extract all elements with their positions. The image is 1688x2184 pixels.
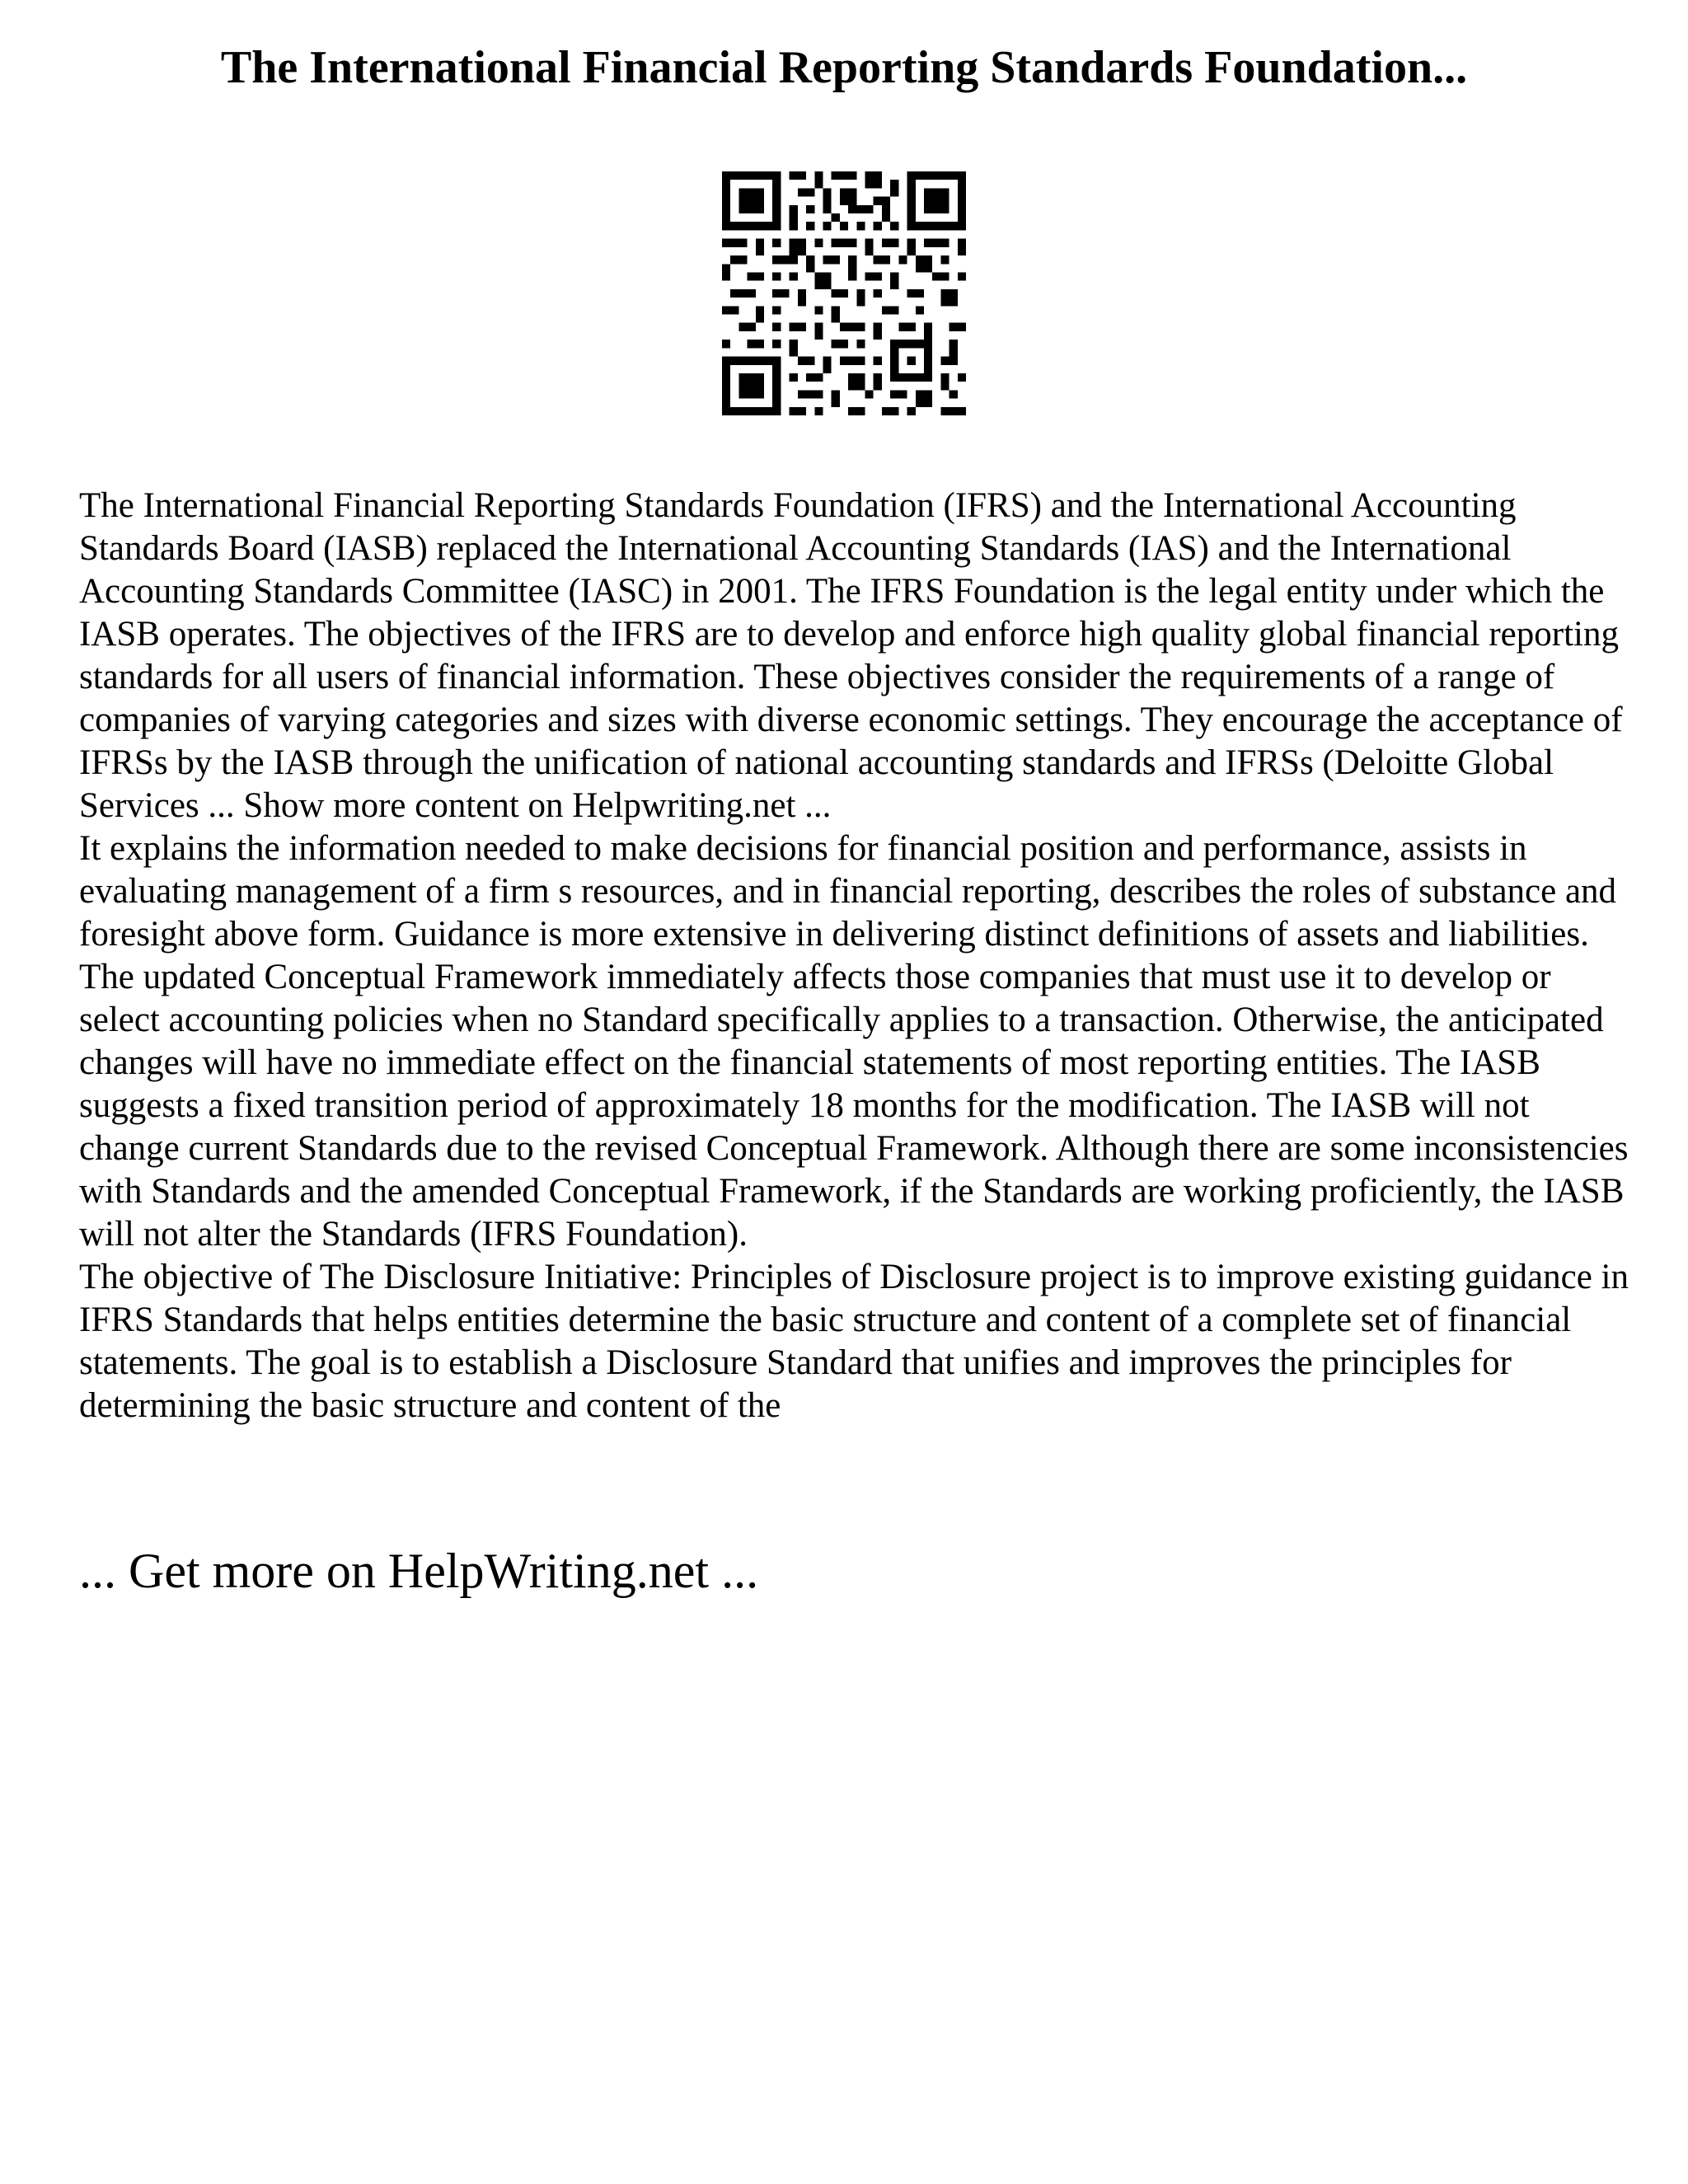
- article-body: [79, 485, 1629, 1427]
- paragraph-3: The objective of The Disclosure Initiative: Principles of Disclosure project is to improve existing guidance in IFRS Standards that helps entities determine the basic structure and content of a complete set of financial statements. The goal is to establish a Disclosure Standard that unifies and improves the principles for determining the basic structure and content of the: [79, 1258, 1629, 1425]
- get-more-link[interactable]: ... Get more on HelpWriting.net ...: [79, 1544, 759, 1598]
- page-title: The International Financial Reporting Standards Foundation...: [220, 42, 1468, 93]
- paragraph-2: It explains the information needed to make decisions for financial position and performance, assists in evaluating management of a firm s resources, and in financial reporting, describes the roles of substance and foresight above form. Guidance is more extensive in delivering distinct definitions of assets and liabilities. The updated Conceptual Framework immediately affects those companies that must use it to develop or select accounting policies when no Standard specifically applies to a transaction. Otherwise, the anticipated changes will have no immediate effect on the financial statements of most reporting entities. The IASB suggests a fixed transition period of approximately 18 months for the modification. The IASB will not change current Standards due to the revised Conceptual Framework. Although there are some inconsistencies with Standards and the amended Conceptual Framework, if the Standards are working proficiently, the IASB will not alter the Standards (IFRS Foundation).: [79, 829, 1629, 1254]
- qr-code-icon: [722, 171, 966, 415]
- paragraph-1: The International Financial Reporting Standards Foundation (IFRS) and the International Accounting Standards Board (IASB) replaced the International Accounting Standards (IAS) and the International Accounting Standards Committee (IASC) in 2001. The IFRS Foundation is the legal entity under which the IASB operates. The objectives of the IFRS are to develop and enforce high quality global financial reporting standards for all users of financial information. These objectives consider the requirements of a range of companies of varying categories and sizes with diverse economic settings. They encourage the acceptance of IFRSs by the IASB through the unification of national accounting standards and IFRSs (Deloitte Global Services ... Show more content on Helpwriting.net ...: [79, 486, 1623, 825]
